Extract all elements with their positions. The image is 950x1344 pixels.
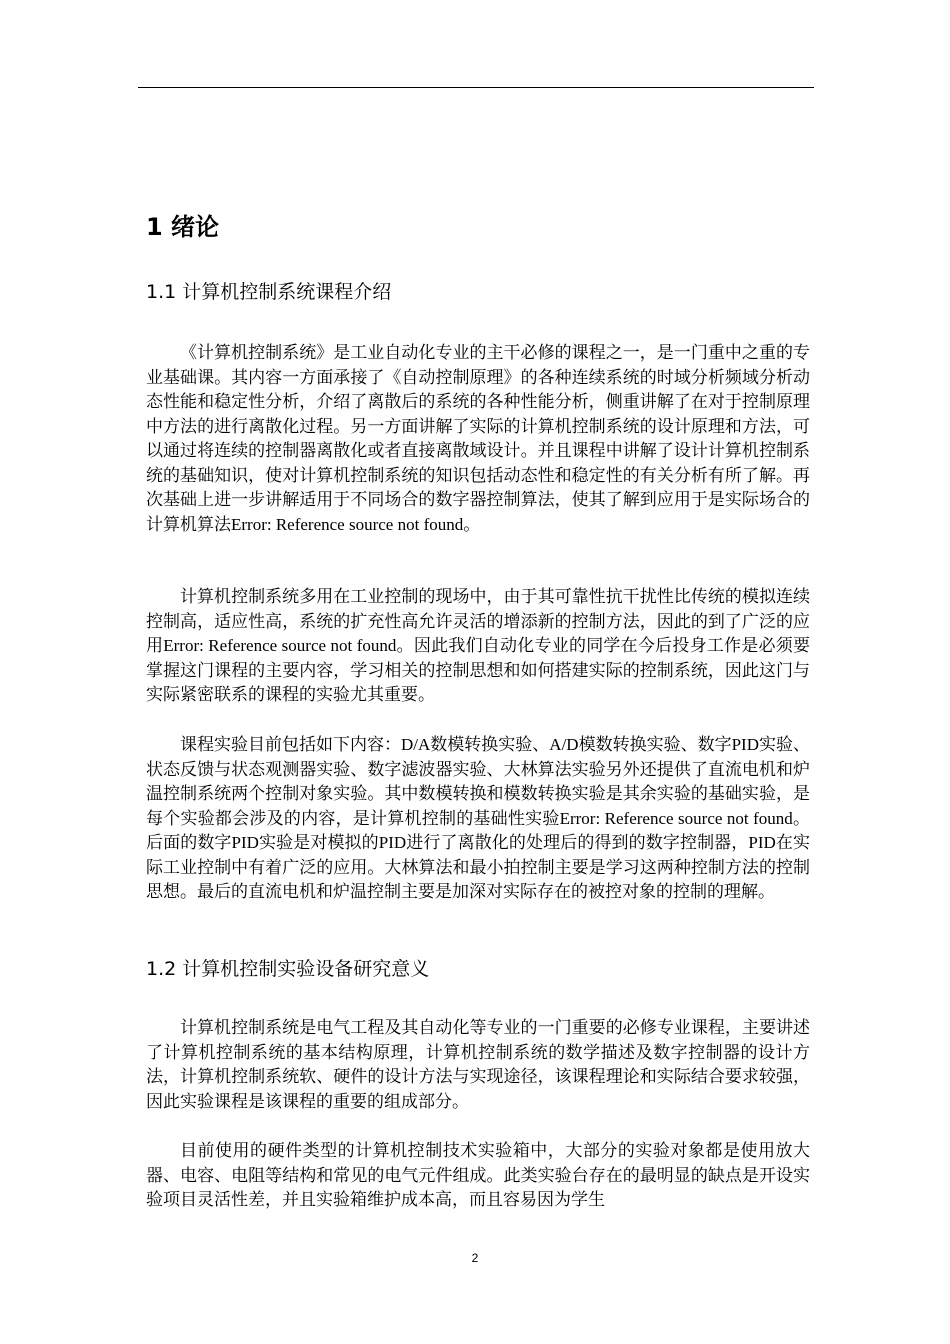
paragraph: 计算机控制系统是电气工程及其自动化等专业的一门重要的必修专业课程，主要讲述了计算机控制系统的基本结构原理，计算机控制系统的数学描述及数字控制器的设计方法，计算机控制系统软、硬件的设计方法与实现途径，该课程理论和实际结合要求较强，因此实验课程是该课程的重要的组成部分。	[146, 1018, 810, 1111]
section-title-1-2: 1.2 计算机控制实验设备研究意义	[146, 958, 430, 980]
paragraph: 《计算机控制系统》是工业自动化专业的主干必修的课程之一，是一门重中之重的专业基础课。其内容一方面承接了《自动控制原理》的各种连续系统的时域分析频域分析动态性能和稳定性分析，介绍了离散后的系统的各种性能分析，侧重讲解了在对于控制原理中方法的进行离散化过程。另一方面讲解了实际的计算机控制系统的设计原理和方法，可以通过将连续的控制器离散化或者直接离散域设计。并且课程中讲解了设计计算机控制系统的基础知识，使对计算机控制系统的知识包括动态性和稳定性的有关分析有所了解。再次基础上进一步讲解适用于不同场合的数字器控制算法，使其了解到应用于是实际场合的计算机算法Error: Reference source not found。	[146, 343, 810, 534]
section-title-1-1: 1.1 计算机控制系统课程介绍	[146, 281, 392, 303]
paragraph: 计算机控制系统多用在工业控制的现场中，由于其可靠性抗干扰性比传统的模拟连续控制高，适应性高，系统的扩充性高允许灵活的增添新的控制方法，因此的到了广泛的应用Error: Reference source not found。因此我们自动化专业的同学在今后投身工作是必须要掌握这门课程的主要内容，学习相关的控制思想和如何搭建实际的控制系统，因此这门与实际紧密联系的课程的实验尤其重要。	[146, 587, 810, 704]
paragraph: 课程实验目前包括如下内容：D/A数模转换实验、A/D模数转换实验、数字PID实验、状态反馈与状态观测器实验、数字滤波器实验、大林算法实验另外还提供了直流电机和炉温控制系统两个控制对象实验。其中数模转换和模数转换实验是其余实验的基础实验，是每个实验都会涉及的内容，是计算机控制的基础性实验Error: Reference source not found。后面的数字PID实验是对模拟的PID进行了离散化的处理后的得到的数字控制器，PID在实际工业控制中有着广泛的应用。大林算法和最小拍控制主要是学习这两种控制方法的控制思想。最后的直流电机和炉温控制主要是加深对实际存在的被控对象的控制的理解。	[146, 735, 810, 901]
page-number: 2	[471, 1251, 479, 1265]
header-rule	[138, 87, 814, 88]
chapter-title: 1 绪论	[146, 213, 220, 241]
paragraph: 目前使用的硬件类型的计算机控制技术实验箱中，大部分的实验对象都是使用放大器、电容、电阻等结构和常见的电气元件组成。此类实验台存在的最明显的缺点是开设实验项目灵活性差，并且实验箱维护成本高，而且容易因为学生	[146, 1141, 810, 1209]
